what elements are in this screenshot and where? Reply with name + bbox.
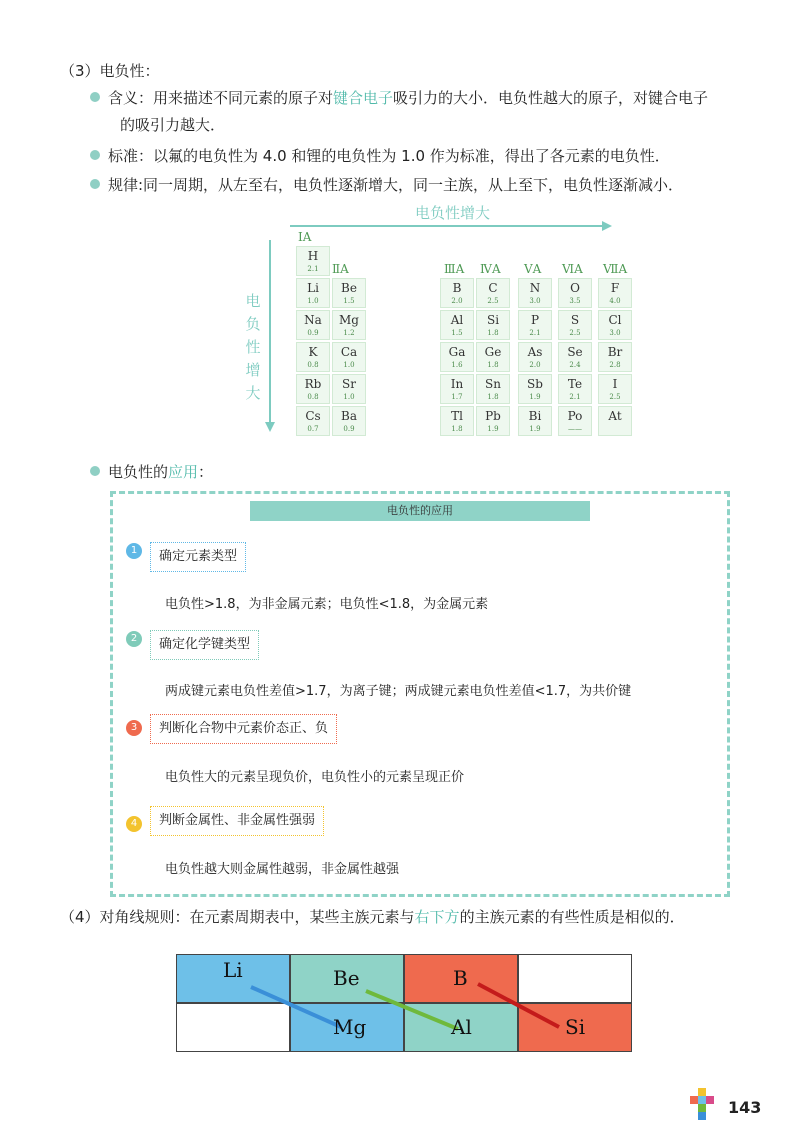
- element-cell: [440, 278, 474, 308]
- element-electronegativity: 2.1: [569, 393, 581, 401]
- element-electronegativity: 2.0: [451, 297, 463, 305]
- element-symbol: Al: [450, 313, 464, 327]
- element-electronegativity: 1.5: [451, 329, 463, 337]
- tag-metallicity: 判断金属性、非金属性强弱: [150, 806, 324, 836]
- element-cell: [332, 342, 366, 372]
- bullet-text: 含义：用来描述不同元素的原子对: [108, 89, 334, 107]
- element-symbol: Ba: [341, 409, 357, 423]
- element-electronegativity: 1.8: [487, 329, 499, 337]
- element-cell: [518, 342, 552, 372]
- element-cell: [440, 406, 474, 436]
- element-cell: [558, 374, 592, 404]
- element-electronegativity: 1.6: [451, 361, 463, 369]
- vertical-char: 大: [245, 384, 261, 402]
- element-cell: [440, 374, 474, 404]
- number-badge: 3: [126, 720, 142, 736]
- element-cell: [598, 310, 632, 340]
- element-electronegativity: 1.8: [487, 361, 499, 369]
- element-symbol: Cs: [305, 409, 321, 423]
- diag-symbol-be: Be: [333, 966, 360, 990]
- diag-symbol-li: Li: [223, 958, 243, 982]
- application-title: 电负性的应用: [250, 501, 590, 521]
- element-symbol: Be: [341, 281, 357, 295]
- element-electronegativity: 0.9: [343, 425, 355, 433]
- element-electronegativity: 0.8: [307, 361, 319, 369]
- element-symbol: S: [570, 313, 580, 327]
- element-symbol: K: [308, 345, 318, 359]
- element-symbol: Na: [304, 313, 322, 327]
- element-cell: [518, 406, 552, 436]
- element-electronegativity: 0.8: [307, 393, 319, 401]
- element-electronegativity: 4.0: [609, 297, 621, 305]
- vertical-char: 电: [245, 292, 261, 310]
- number-badge: 2: [126, 631, 142, 647]
- diag-symbol-al: Al: [451, 1015, 472, 1039]
- element-cell: [296, 278, 330, 308]
- element-electronegativity: 2.4: [569, 361, 581, 369]
- bullet-standard: [90, 143, 670, 169]
- element-cell: [332, 406, 366, 436]
- element-symbol: Ge: [484, 345, 502, 359]
- element-electronegativity: 1.9: [487, 425, 499, 433]
- horizontal-trend-label: 电负性增大: [415, 204, 491, 222]
- element-cell: [558, 406, 592, 436]
- element-cell: [598, 374, 632, 404]
- element-electronegativity: 1.9: [529, 425, 541, 433]
- element-cell: [332, 310, 366, 340]
- section4-text: （4）对角线规则：在元素周期表中，某些主族元素与: [60, 908, 415, 926]
- element-cell: [558, 342, 592, 372]
- bullet-dot: [90, 150, 100, 160]
- element-electronegativity: 1.2: [343, 329, 355, 337]
- diagonal-lines: [176, 954, 632, 1052]
- element-cell: [440, 310, 474, 340]
- element-symbol: B: [452, 281, 462, 295]
- element-electronegativity: 1.8: [451, 425, 463, 433]
- element-electronegativity: 3.5: [569, 297, 581, 305]
- diag-symbol-b: B: [453, 966, 468, 990]
- element-electronegativity: 0.7: [307, 425, 319, 433]
- tag-bond-type: 确定化学键类型: [150, 630, 259, 660]
- element-electronegativity: 2.5: [569, 329, 581, 337]
- desc-bond-type: 两成键元素电负性差值>1.7，为离子键；两成键元素电负性差值<1.7，为共价键: [165, 684, 632, 699]
- tag-valence: 判断化合物中元素价态正、负: [150, 714, 337, 744]
- bullet-definition-cont: 的吸引力越大．: [120, 116, 226, 134]
- page-number: 143: [728, 1098, 762, 1117]
- element-symbol: Ca: [340, 345, 358, 359]
- element-electronegativity: 2.1: [307, 265, 319, 273]
- element-cell: [296, 374, 330, 404]
- bullet-text: 吸引力的大小．电负性越大的原子，对键合电子: [393, 89, 709, 107]
- element-cell: [476, 310, 510, 340]
- element-cell: [476, 406, 510, 436]
- element-symbol: H: [307, 249, 319, 263]
- bullet-text: 电负性的: [108, 463, 169, 481]
- element-cell: [558, 278, 592, 308]
- highlight-text: 键合电子: [333, 89, 394, 107]
- element-symbol: In: [450, 377, 464, 391]
- bullet-rule: [90, 172, 683, 198]
- element-electronegativity: 1.5: [343, 297, 355, 305]
- element-symbol: Li: [307, 281, 319, 295]
- element-cell: [296, 310, 330, 340]
- group-label: ⅦA: [603, 262, 628, 276]
- element-cell: [518, 374, 552, 404]
- element-cell: [518, 278, 552, 308]
- vertical-char: 负: [245, 315, 261, 333]
- element-electronegativity: 1.8: [487, 393, 499, 401]
- element-electronegativity: 1.0: [307, 297, 319, 305]
- highlight-text: 应用: [168, 463, 199, 481]
- element-symbol: F: [610, 281, 620, 295]
- element-electronegativity: 1.0: [343, 393, 355, 401]
- element-electronegativity: 2.8: [609, 361, 621, 369]
- element-electronegativity: ——: [568, 425, 582, 433]
- element-electronegativity: 1.9: [529, 393, 541, 401]
- tag-element-type: 确定元素类型: [150, 542, 246, 572]
- vertical-char: 增: [245, 361, 261, 379]
- section4-heading: [60, 906, 685, 927]
- element-electronegativity: 3.0: [609, 329, 621, 337]
- section4-text: 的主族元素的有些性质是相似的．: [459, 908, 685, 926]
- element-symbol: Sb: [527, 377, 543, 391]
- logo-icon: [690, 1088, 720, 1122]
- element-electronegativity: 2.5: [609, 393, 621, 401]
- element-cell: [598, 342, 632, 372]
- number-badge: 1: [126, 543, 142, 559]
- element-symbol: N: [529, 281, 541, 295]
- element-symbol: P: [530, 313, 540, 327]
- bullet-definition: [90, 85, 770, 111]
- element-electronegativity: 2.0: [529, 361, 541, 369]
- element-symbol: Po: [567, 409, 583, 423]
- element-symbol: Tl: [451, 409, 463, 423]
- element-cell: [476, 374, 510, 404]
- element-electronegativity: 2.5: [487, 297, 499, 305]
- element-symbol: At: [608, 409, 622, 423]
- element-cell: [476, 278, 510, 308]
- desc-valence: 电负性大的元素呈现负价，电负性小的元素呈现正价: [165, 770, 465, 785]
- group-label: ⅣA: [480, 262, 501, 276]
- element-symbol: Se: [567, 345, 583, 359]
- element-symbol: O: [570, 281, 580, 295]
- element-cell: [440, 342, 474, 372]
- element-cell: [598, 278, 632, 308]
- element-symbol: Si: [486, 313, 500, 327]
- element-cell: [476, 342, 510, 372]
- element-symbol: Bi: [528, 409, 542, 423]
- element-electronegativity: 0.9: [307, 329, 319, 337]
- bullet-text: 规律:同一周期，从左至右，电负性逐渐增大，同一主族，从上至下，电负性逐渐减小．: [108, 176, 684, 194]
- diag-symbol-mg: Mg: [333, 1015, 367, 1039]
- desc-element-type: 电负性>1.8，为非金属元素；电负性<1.8，为金属元素: [165, 597, 489, 612]
- group-label: ⅥA: [562, 262, 583, 276]
- element-cell: [332, 278, 366, 308]
- element-cell: [296, 246, 330, 276]
- element-cell: [296, 342, 330, 372]
- bullet-application: [90, 459, 213, 485]
- element-electronegativity: 1.0: [343, 361, 355, 369]
- group-label: ⅠA: [298, 230, 312, 244]
- group-label: ⅤA: [524, 262, 542, 276]
- section3-heading: （3）电负性：: [60, 62, 160, 80]
- bullet-dot: [90, 466, 100, 476]
- element-electronegativity: 2.1: [529, 329, 541, 337]
- element-electronegativity: 1.7: [451, 393, 463, 401]
- element-cell: [598, 406, 632, 436]
- element-electronegativity: 3.0: [529, 297, 541, 305]
- element-symbol: Mg: [339, 313, 359, 327]
- element-symbol: Ga: [448, 345, 466, 359]
- element-symbol: Rb: [304, 377, 322, 391]
- group-label: ⅢA: [444, 262, 465, 276]
- element-cell: [558, 310, 592, 340]
- group-label: ⅡA: [332, 262, 349, 276]
- element-symbol: Pb: [485, 409, 501, 423]
- number-badge: 4: [126, 816, 142, 832]
- bullet-dot: [90, 179, 100, 189]
- diag-symbol-si: Si: [565, 1015, 586, 1039]
- element-symbol: As: [527, 345, 543, 359]
- bullet-text: ：: [198, 463, 214, 481]
- element-symbol: Br: [607, 345, 623, 359]
- element-symbol: Cl: [608, 313, 622, 327]
- highlight-text: 右下方: [414, 908, 460, 926]
- bullet-text: 标准：以氟的电负性为 4.0 和锂的电负性为 1.0 作为标准，得出了各元素的电负性．: [108, 147, 670, 165]
- desc-metallicity: 电负性越大则金属性越弱，非金属性越强: [165, 862, 400, 877]
- element-cell: [332, 374, 366, 404]
- element-symbol: C: [488, 281, 498, 295]
- vertical-trend-label: [243, 290, 263, 405]
- element-symbol: Te: [567, 377, 583, 391]
- bullet-dot: [90, 92, 100, 102]
- element-cell: [296, 406, 330, 436]
- element-symbol: Sr: [342, 377, 356, 391]
- element-symbol: I: [612, 377, 618, 391]
- vertical-char: 性: [245, 338, 261, 356]
- element-cell: [518, 310, 552, 340]
- element-symbol: Sn: [485, 377, 501, 391]
